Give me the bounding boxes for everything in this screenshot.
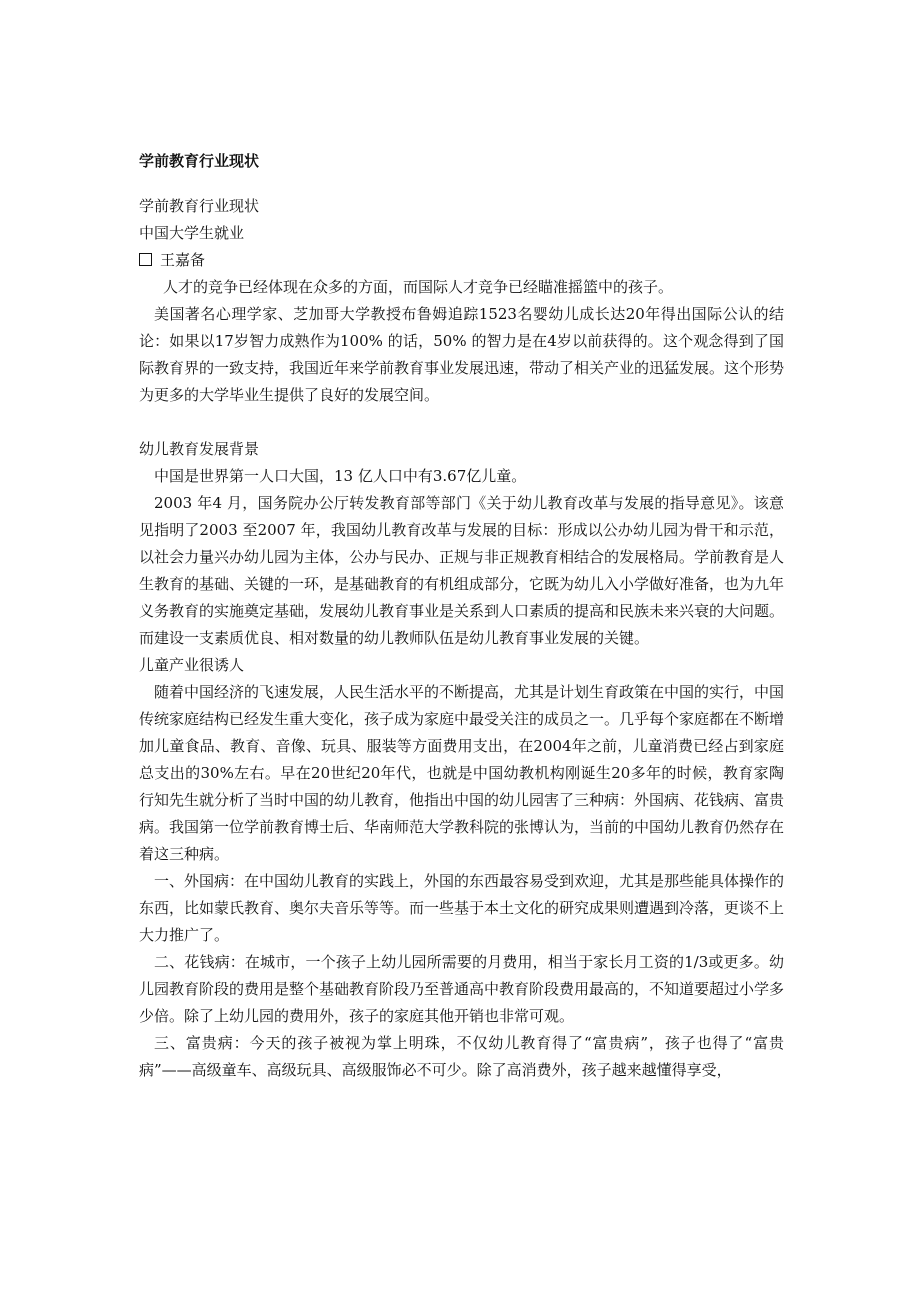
section-heading-background: 幼儿教育发展背景	[139, 440, 260, 458]
document-page	[139, 148, 784, 1084]
paragraph-wealth-disease: 三、富贵病：今天的孩子被视为掌上明珠，不仅幼儿教育得了“富贵病”，孩子也得了“富贵病”——高级童车、高级玩具、高级服饰必不可少。除了高消费外，孩子越来越懂得享受，	[139, 1034, 784, 1079]
author-line	[139, 247, 784, 274]
checkbox-square-icon	[139, 253, 152, 266]
article-title: 学前教育行业现状	[139, 197, 260, 215]
column-name: 中国大学生就业	[139, 224, 245, 242]
section-heading-industry: 儿童产业很诱人	[139, 656, 245, 674]
spacer	[139, 409, 784, 436]
paragraph-intro: 人才的竞争已经体现在众多的方面，而国际人才竞争已经瞄准摇篮中的孩子。	[163, 278, 674, 296]
paragraph-consumption: 随着中国经济的飞速发展，人民生活水平的不断提高，尤其是计划生育政策在中国的实行，中国传统家庭结构已经发生重大变化，孩子成为家庭中最受关注的成员之一。几乎每个家庭都在不断增加儿童食品、教育、音像、玩具、服装等方面费用支出，在2004年之前，儿童消费已经占到家庭总支出的30%左右。早在20世纪20年代，也就是中国幼教机构刚诞生20多年的时候，教育家陶行知先生就分析了当时中国的幼儿教育，他指出中国的幼儿园害了三种病：外国病、花钱病、富贵病。我国第一位学前教育博士后、华南师范大学教科院的张博认为，当前的中国幼儿教育仍然存在着这三种病。	[139, 683, 785, 863]
paragraph-spending-disease: 二、花钱病：在城市，一个孩子上幼儿园所需要的月费用，相当于家长月工资的1/3或更多。幼儿园教育阶段的费用是整个基础教育阶段乃至普通高中教育阶段费用最高的，不知道要超过小学多少倍。除了上幼儿园的费用外，孩子的家庭其他开销也非常可观。	[139, 953, 785, 1025]
author-name: 王嘉备	[160, 251, 206, 269]
paragraph-foreign-disease: 一、外国病：在中国幼儿教育的实践上，外国的东西最容易受到欢迎，尤其是那些能具体操作的东西，比如蒙氏教育、奥尔夫音乐等等。而一些基于本土文化的研究成果则遭遇到冷落，更谈不上大力推广了。	[139, 872, 785, 944]
paragraph-policy: 2003 年4 月，国务院办公厅转发教育部等部门《关于幼儿教育改革与发展的指导意见》。该意见指明了2003 至2007 年，我国幼儿教育改革与发展的目标：形成以公办幼儿园为骨干和示范，以社会力量兴办幼儿园为主体，公办与民办、正规与非正规教育相结合的发展格局。学前教育是人生教育的基础、关键的一环，是基础教育的有机组成部分，它既为幼儿入小学做好准备，也为九年义务教育的实施奠定基础，发展幼儿教育事业是关系到人口素质的提高和民族未来兴衰的大问题。而建设一支素质优良、相对数量的幼儿教师队伍是幼儿教育事业发展的关键。	[139, 494, 785, 647]
document-title: 学前教育行业现状	[139, 152, 260, 170]
paragraph-bloom-study: 美国著名心理学家、芝加哥大学教授布鲁姆追踪1523名婴幼儿成长达20年得出国际公认的结论：如果以17岁智力成熟作为100% 的话，50% 的智力是在4岁以前获得的。这个观念得到了国际教育界的一致支持，我国近年来学前教育事业发展迅速，带动了相关产业的迅猛发展。这个形势为更多的大学毕业生提供了良好的发展空间。	[139, 305, 785, 404]
paragraph-population: 中国是世界第一人口大国，13 亿人口中有3.67亿儿童。	[154, 467, 527, 485]
